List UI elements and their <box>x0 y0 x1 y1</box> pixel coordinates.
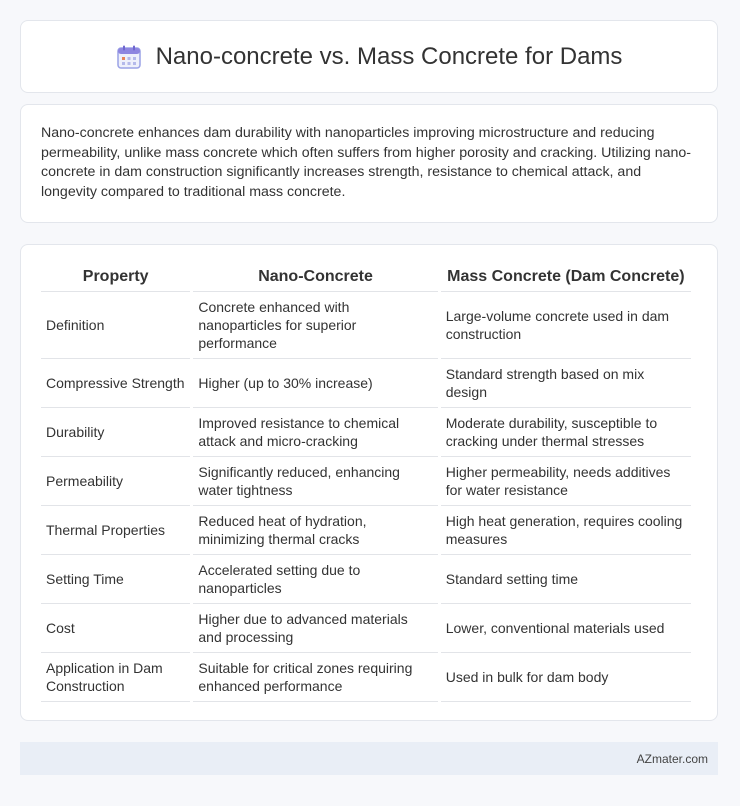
cell-mass: Lower, conventional materials used <box>441 604 691 653</box>
footer-brand-link[interactable]: AZmater.com <box>636 751 708 766</box>
page-title: Nano-concrete vs. Mass Concrete for Dams <box>155 42 623 70</box>
cell-property: Thermal Properties <box>41 506 190 555</box>
table-row <box>41 653 691 702</box>
title-card <box>20 20 718 93</box>
cell-property: Cost <box>41 604 190 653</box>
cell-mass: Used in bulk for dam body <box>441 653 691 702</box>
header-nano-concrete: Nano-Concrete <box>193 263 437 292</box>
cell-mass: High heat generation, requires cooling measures <box>441 506 691 555</box>
cell-nano: Higher due to advanced materials and processing <box>193 604 437 653</box>
cell-property: Permeability <box>41 457 190 506</box>
table-row <box>41 555 691 604</box>
comparison-card <box>20 244 718 721</box>
cell-nano: Suitable for critical zones requiring enhanced performance <box>193 653 437 702</box>
cell-mass: Higher permeability, needs additives for water resistance <box>441 457 691 506</box>
header-property: Property <box>41 263 190 292</box>
cell-mass: Moderate durability, susceptible to cracking under thermal stresses <box>441 408 691 457</box>
cell-property: Durability <box>41 408 190 457</box>
cell-nano: Accelerated setting due to nanoparticles <box>193 555 437 604</box>
cell-property: Setting Time <box>41 555 190 604</box>
table-row <box>41 359 691 408</box>
table-row <box>41 604 691 653</box>
table-row <box>41 408 691 457</box>
intro-card <box>20 104 718 223</box>
cell-mass: Large-volume concrete used in dam construction <box>441 292 691 359</box>
title-wrap <box>116 43 623 71</box>
header-mass-concrete: Mass Concrete (Dam Concrete) <box>441 263 691 292</box>
cell-nano: Reduced heat of hydration, minimizing thermal cracks <box>193 506 437 555</box>
intro-paragraph: Nano-concrete enhances dam durability with nanoparticles improving microstructure and reducing permeability, unlike mass concrete which often suffers from higher porosity and cracking. Utilizing nano-concrete in dam construction significantly increases strength, resistance to chemical attack, and longevity compared to traditional mass concrete. <box>41 125 692 200</box>
cell-mass: Standard strength based on mix design <box>441 359 691 408</box>
cell-nano: Improved resistance to chemical attack and micro-cracking <box>193 408 437 457</box>
table-header-row <box>41 263 691 292</box>
table-row <box>41 457 691 506</box>
table-row <box>41 292 691 359</box>
cell-nano: Significantly reduced, enhancing water tightness <box>193 457 437 506</box>
cell-property: Compressive Strength <box>41 359 190 408</box>
cell-property: Definition <box>41 292 190 359</box>
table-row <box>41 506 691 555</box>
footer <box>20 742 718 775</box>
cell-property: Application in Dam Construction <box>41 653 190 702</box>
comparison-table <box>38 263 694 702</box>
calendar-icon <box>116 44 142 70</box>
cell-nano: Concrete enhanced with nanoparticles for superior performance <box>193 292 437 359</box>
cell-nano: Higher (up to 30% increase) <box>193 359 437 408</box>
cell-mass: Standard setting time <box>441 555 691 604</box>
